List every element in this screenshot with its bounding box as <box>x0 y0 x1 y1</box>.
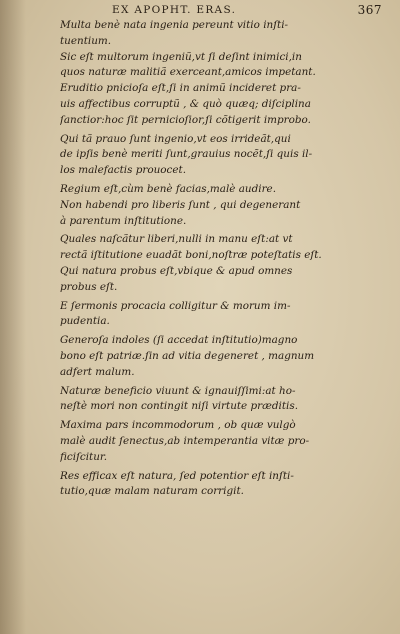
text-line: adfert malum. <box>60 365 135 378</box>
spine-shadow <box>0 0 26 634</box>
text-line: malè audit ſenectus,ab intemperantia vitæ pro- <box>60 434 310 447</box>
text-line: E ſermonis procacia colligitur & morum im- <box>60 299 291 312</box>
text-line: tutio,quæ malam naturam corrigit. <box>60 485 244 498</box>
text-line: neſtè mori non contingit niſi virtute præditis. <box>60 400 299 413</box>
text-block <box>60 18 358 500</box>
text-line: Generoſa indoles (ſi accedat inſtitutio)magno <box>60 334 298 347</box>
text-line: uis affectibus corruptũ , & quò quæq; diſciplina <box>60 97 311 110</box>
text-line: de ipſis benè meriti ſunt,grauius nocẽt,ſi quis il- <box>60 148 313 161</box>
text-line: Res efficax eſt natura, ſed potentior eſt inſti- <box>60 469 294 482</box>
page-number: 367 <box>357 3 382 17</box>
text-line: Maxima pars incommodorum , ob quæ vulgò <box>60 419 296 432</box>
text-line: Qui natura probus eſt,vbique & apud omnes <box>60 264 293 277</box>
text-line: Regium eſt,cùm benè facias,malè audire. <box>60 182 276 195</box>
text-line: ſanctior:hoc ſit pernicioſior,ſi cõtigerit improbo. <box>60 113 311 126</box>
text-line: rectã iſtitutione euadãt boni,noſtræ poteſtatis eſt. <box>60 249 322 262</box>
text-line: pudentia. <box>60 315 110 328</box>
text-line: probus eſt. <box>60 280 118 293</box>
text-line: Non habendi pro liberis ſunt , qui degenerant <box>60 198 301 211</box>
text-line: Eruditio pnicioſa eſt,ſi in animũ incideret pra- <box>60 82 301 95</box>
text-line: Quales naſcãtur liberi,nulli in manu eſt:at vt <box>60 233 293 246</box>
text-line: quos naturæ malitiã exerceant,amicos impetant. <box>60 66 316 79</box>
text-line: Naturæ beneficio viuunt & ignauiſſimi:at ho- <box>60 384 296 397</box>
running-head <box>112 4 382 16</box>
running-head-title: EX APOPHT. ERAS. <box>112 4 237 16</box>
text-line: Qui tã prauo ſunt ingenio,vt eos irrideãt,qui <box>60 132 291 145</box>
text-line: bono eſt patriæ.ſin ad vitia degeneret , magnum <box>60 349 315 362</box>
text-line: ficiſcitur. <box>60 450 108 463</box>
text-line: à parentum inſtitutione. <box>60 214 187 227</box>
text-line: Multa benè nata ingenia pereunt vitio inſti- <box>60 19 289 31</box>
text-line: tuentium. <box>60 34 112 47</box>
text-line: Sic eſt multorum ingeniũ,vt ſi deſint inimici,in <box>60 50 302 63</box>
text-line: los malefactis prouocet. <box>60 164 186 177</box>
